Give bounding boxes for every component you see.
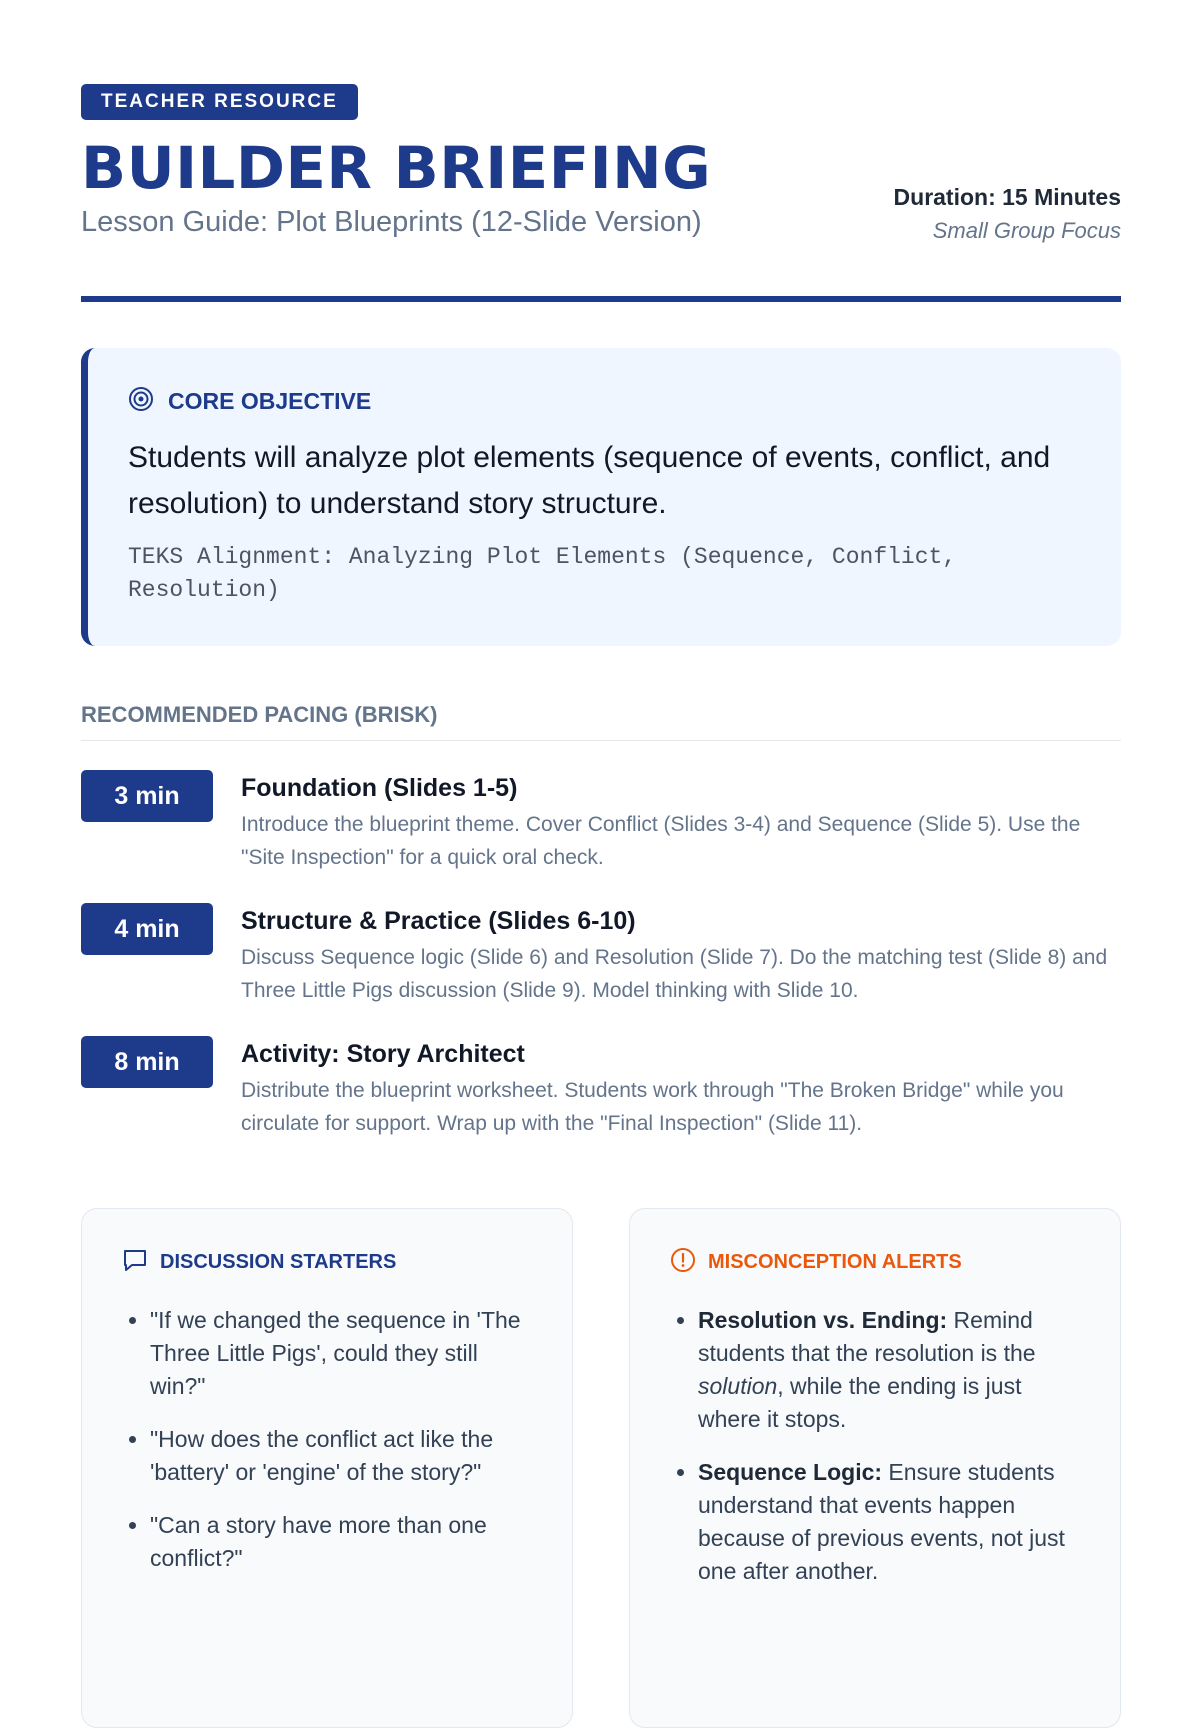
header — [81, 84, 1121, 302]
misconception-list — [670, 1304, 1080, 1588]
misconception-term: Sequence Logic: — [698, 1459, 883, 1485]
pacing-item-title: Foundation (Slides 1-5) — [241, 774, 518, 802]
core-objective-box — [81, 348, 1121, 646]
misconception-term: Resolution vs. Ending: — [698, 1307, 948, 1333]
group-focus-label: Small Group Focus — [932, 218, 1121, 243]
core-objective-header — [128, 386, 1075, 417]
list-item: • "How does the conflict act like the 'battery' or 'engine' of the story?" — [150, 1423, 532, 1489]
core-objective-label: CORE OBJECTIVE — [168, 388, 372, 414]
teacher-resource-badge: TEACHER RESOURCE — [81, 84, 358, 120]
emphasis-text: solution — [698, 1373, 778, 1399]
time-badge: 4 min — [81, 903, 213, 955]
speech-bubble-icon — [122, 1247, 148, 1278]
duration-label: Duration: 15 Minutes — [893, 184, 1121, 210]
page-title: BUILDER BRIEFING — [81, 134, 712, 202]
time-badge: 8 min — [81, 1036, 213, 1088]
pacing-item-description: Introduce the blueprint theme. Cover Conflict (Slides 3-4) and Sequence (Slide 5). Use the "Site Inspection" for a quick oral check. — [241, 813, 1081, 869]
lesson-guide-page — [81, 84, 1121, 1584]
lesson-meta — [894, 180, 1121, 248]
pacing-item-description: Discuss Sequence logic (Slide 6) and Resolution (Slide 7). Do the matching test (Slide 8) and Three Little Pigs discussion (Slide 9). Model thinking with Slide 10. — [241, 946, 1108, 1002]
discussion-starters-card — [81, 1208, 573, 1728]
core-objective-text: Students will analyze plot elements (sequence of events, conflict, and resolution) to understand story structure. — [128, 441, 1051, 520]
target-icon — [128, 386, 154, 417]
time-badge: 3 min — [81, 770, 213, 822]
teks-alignment: TEKS Alignment: Analyzing Plot Elements (Sequence, Conflict, Resolution) — [128, 544, 957, 603]
alert-circle-icon — [670, 1247, 696, 1278]
list-item: • "Can a story have more than one conflict?" — [150, 1509, 532, 1575]
page-subtitle: Lesson Guide: Plot Blueprints (12-Slide Version) — [81, 206, 702, 238]
list-item: • Resolution vs. Ending: Remind students that the resolution is the solution, while the ending is just where it stops. — [698, 1304, 1080, 1436]
misconception-alerts-card — [629, 1208, 1121, 1728]
list-item: • "If we changed the sequence in 'The Three Little Pigs', could they still win?" — [150, 1304, 532, 1403]
pacing-item-title: Activity: Story Architect — [241, 1040, 525, 1068]
misconception-alerts-label: MISCONCEPTION ALERTS — [708, 1251, 962, 1273]
pacing-item-title: Structure & Practice (Slides 6-10) — [241, 907, 636, 935]
misconception-alerts-header — [670, 1247, 1080, 1278]
pacing-item-description: Distribute the blueprint worksheet. Students work through "The Broken Bridge" while you circulate for support. Wrap up with the "Final Inspection" (Slide 11). — [241, 1079, 1064, 1135]
discussion-starters-header — [122, 1247, 532, 1278]
discussion-list — [122, 1304, 532, 1575]
discussion-starters-label: DISCUSSION STARTERS — [160, 1251, 397, 1273]
list-item: • Sequence Logic: Ensure students understand that events happen because of previous events, not just one after another. — [698, 1456, 1080, 1588]
pacing-heading: RECOMMENDED PACING (BRISK) — [81, 702, 1121, 741]
